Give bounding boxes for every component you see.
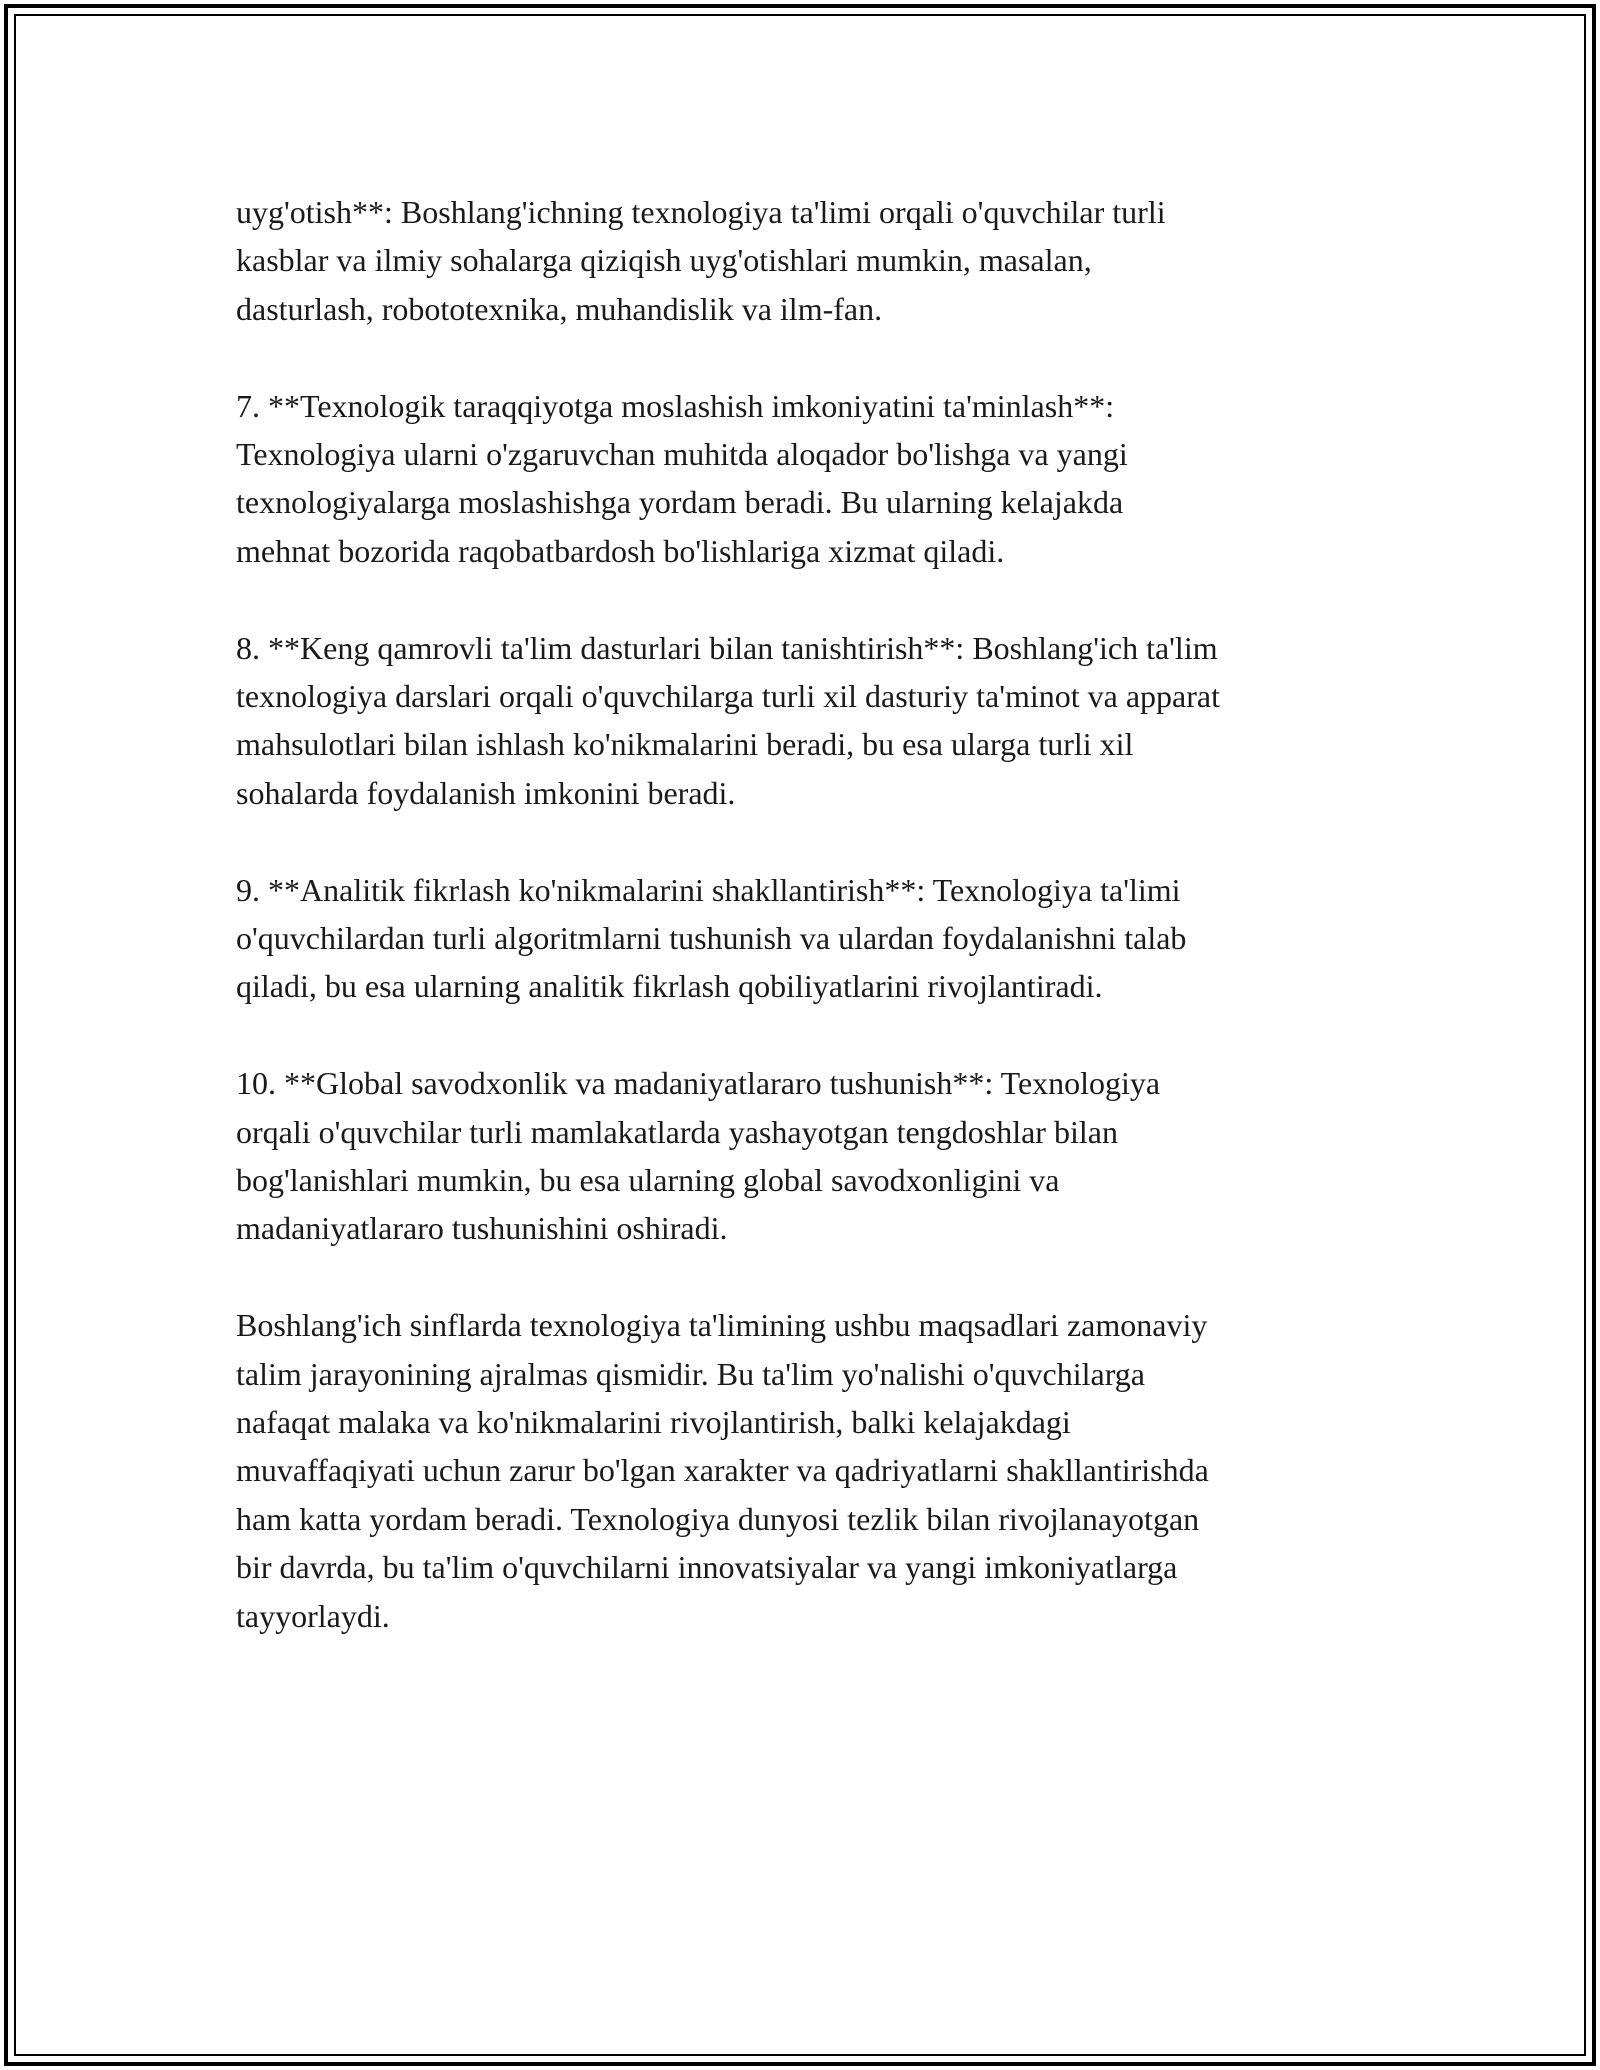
paragraph-item-7: 7. **Texnologik taraqqiyotga moslashish imkoniyatini ta'minlash**: Texnologiya ularni o'zgaruvchan muhitda aloqador bo'lishga va yangi texnologiyalarga moslashishga yordam beradi. Bu ularning kelajakda mehnat bozorida raqobatbardosh bo'lishlariga xizmat qiladi. xyxy=(236,387,1128,569)
paragraph-item-9: 9. **Analitik fikrlash ko'nikmalarini shakllantirish**: Texnologiya ta'limi o'quvchilardan turli algoritmlarni tushunish va ulardan foydalanishni talab qiladi, bu esa ularning analitik fikrlash qobiliyatlarini rivojlantiradi. xyxy=(236,871,1187,1005)
paragraph-interest-continuation: uyg'otish**: Boshlang'ichning texnologiya ta'limi orqali o'quvchilar turli kasblar va ilmiy sohalarga qiziqish uyg'otishlari mumkin, masalan, dasturlash, robototexnika, muhandislik va ilm-fan. xyxy=(236,194,1166,327)
paragraph-item-8: 8. **Keng qamrovli ta'lim dasturlari bilan tanishtirish**: Boshlang'ich ta'lim texnologiya darslari orqali o'quvchilarga turli xil dasturiy ta'minot va apparat mahsulotlari bilan ishlash ko'nikmalarini beradi, bu esa ularga turli xil sohalarda foydalanish imkonini beradi. xyxy=(236,629,1220,811)
paragraph-conclusion: Boshlang'ich sinflarda texnologiya ta'limining ushbu maqsadlari zamonaviy talim jarayonining ajralmas qismidir. Bu ta'lim yo'nalishi o'quvchilarga nafaqat malaka va ko'nikmalarini rivojlantirish, balki kelajakdagi muvaffaqiyati uchun zarur bo'lgan xarakter va qadriyatlarni shakllantirishda ham katta yordam beradi. Texnologiya dunyosi tezlik bilan rivojlanayotgan bir davrda, bu ta'lim o'quvchilarni innovatsiyalar va yangi imkoniyatlarga tayyorlaydi. xyxy=(236,1307,1209,1634)
document-body xyxy=(236,188,1386,1689)
paragraph-item-10: 10. **Global savodxonlik va madaniyatlararo tushunish**: Texnologiya orqali o'quvchilar turli mamlakatlarda yashayotgan tengdoshlar bilan bog'lanishlari mumkin, bu esa ularning global savodxonligini va madaniyatlararo tushunishini oshiradi. xyxy=(236,1065,1161,1247)
